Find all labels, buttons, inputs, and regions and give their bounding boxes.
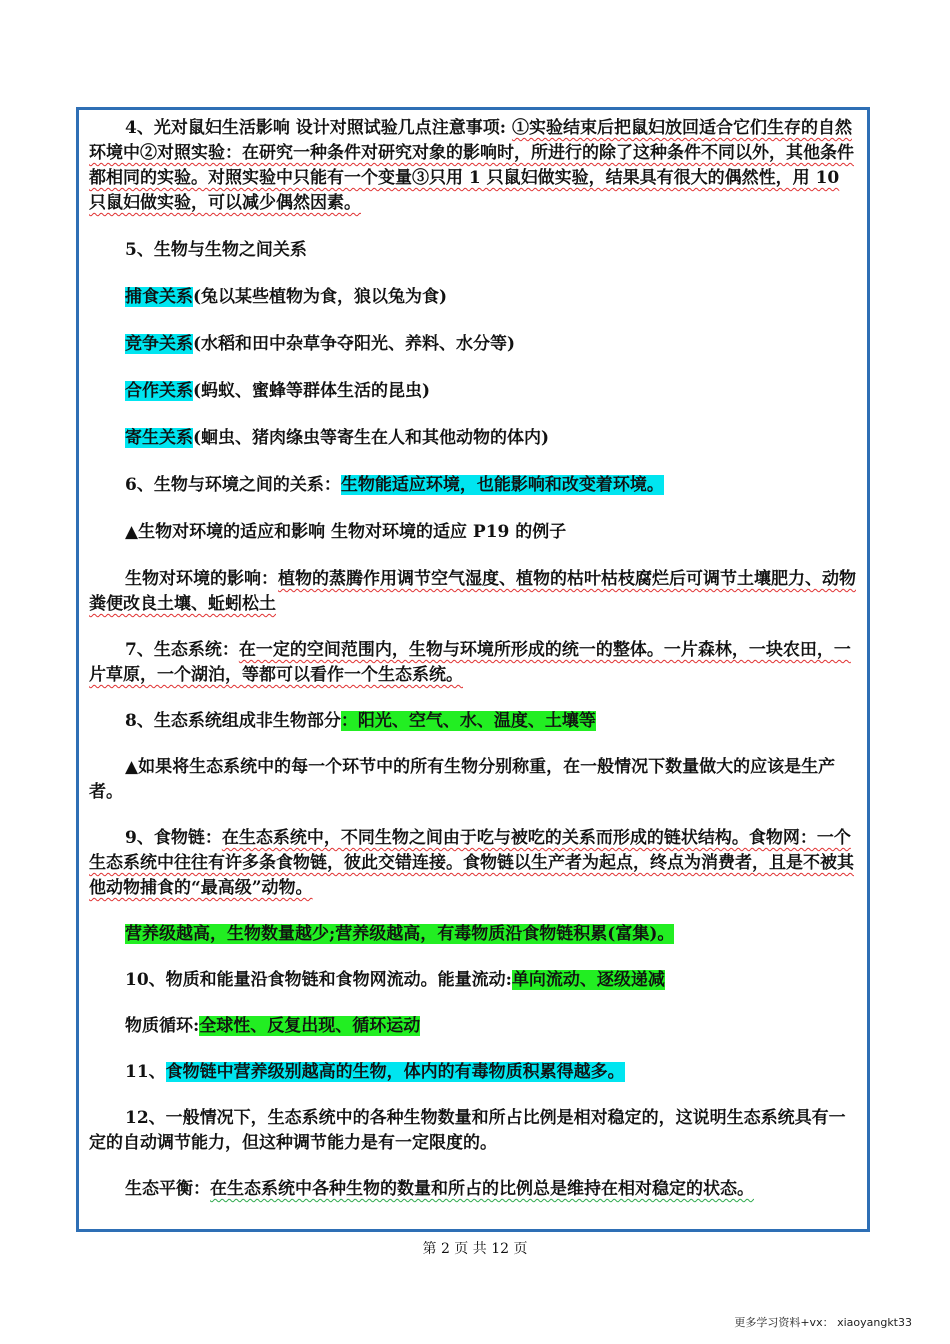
balance-heading: 生态平衡： xyxy=(125,1179,210,1199)
paragraph-7 xyxy=(89,638,857,688)
p4-body: ①实验结束后把鼠妇放回适合它们生存的自然环境中②对照实验：在研究一种条件对研究对象的影响时，所进行的除了这种条件不同以外，其他条件都相同的实验。对照实验中只能有一个变量③只用 1 只鼠妇做实验，结果具有很大的偶然性，用 10 只鼠妇做实验，可以减少偶然因素。 xyxy=(89,118,854,213)
page-content xyxy=(89,116,857,1202)
cycle-heading: 物质循环: xyxy=(125,1016,200,1036)
paragraph-5: 5、生物与生物之间关系 xyxy=(125,240,307,260)
p4-heading: 4、光对鼠妇生活影响 设计对照试验几点注意事项: xyxy=(125,118,512,138)
p11-heading: 11、 xyxy=(125,1062,166,1082)
trophic-highlight: 营养级越高，生物数量越少;营养级越高，有毒物质沿食物链积累(富集)。 xyxy=(125,924,675,944)
influence-heading: 生物对环境的影响： xyxy=(125,569,278,589)
paragraph-8 xyxy=(89,709,857,734)
relation-text: (兔以某些植物为食，狼以兔为食) xyxy=(193,287,448,307)
relation-parasitism xyxy=(89,426,857,451)
triangle-note-1: ▲生物对环境的适应和影响 生物对环境的适应 P19 的例子 xyxy=(125,522,567,542)
page-frame xyxy=(76,107,870,1232)
relation-label: 竞争关系 xyxy=(125,334,193,354)
p9-body: 在生态系统中，不同生物之间由于吃与被吃的关系而形成的链状结构。食物网：一个生态系统中往往有许多条食物链，彼此交错连接。食物链以生产者为起点，终点为消费者，且是不被其他动物捕食的“最高级”动物。 xyxy=(89,828,854,898)
p8-heading: 8、生态系统组成非生物部分 xyxy=(125,711,341,731)
p10-highlight: 单向流动、逐级递减 xyxy=(511,970,665,990)
cycle-paragraph xyxy=(89,1014,857,1039)
triangle-note-2: ▲如果将生态系统中的每一个环节中的所有生物分别称重，在一般情况下数量做大的应该是生产者。 xyxy=(89,757,836,802)
relation-text: (蛔虫、猪肉绦虫等寄生在人和其他动物的体内) xyxy=(193,428,550,448)
p6-heading: 6、生物与环境之间的关系： xyxy=(125,475,341,495)
paragraph-12: 12、一般情况下，生态系统中的各种生物数量和所占比例是相对稳定的，这说明生态系统具有一定的自动调节能力，但这种调节能力是有一定限度的。 xyxy=(89,1108,846,1153)
watermark-text: 更多学习资料+vx： xiaoyangkt33 xyxy=(734,1316,912,1329)
p9-heading: 9、食物链： xyxy=(125,828,222,848)
relation-competition xyxy=(89,332,857,357)
paragraph-9 xyxy=(89,826,857,901)
relation-label: 合作关系 xyxy=(125,381,193,401)
paragraph-10 xyxy=(89,968,857,993)
relation-text: (蚂蚁、蜜蜂等群体生活的昆虫) xyxy=(193,381,431,401)
trophic-paragraph xyxy=(89,922,857,947)
p7-body: 在一定的空间范围内，生物与环境所形成的统一的整体。一片森林，一块农田，一片草原，一个湖泊，等都可以看作一个生态系统。 xyxy=(89,640,851,685)
relation-text: (水稻和田中杂草争夺阳光、养料、水分等) xyxy=(193,334,516,354)
relation-label: 捕食关系 xyxy=(125,287,193,307)
relation-label: 寄生关系 xyxy=(125,428,193,448)
influence-paragraph xyxy=(89,567,857,617)
balance-body: 在生态系统中各种生物的数量和所占的比例总是维持在相对稳定的状态。 xyxy=(210,1179,754,1199)
relation-cooperation xyxy=(89,379,857,404)
balance-paragraph xyxy=(89,1177,857,1202)
paragraph-6 xyxy=(89,473,857,498)
p8-highlight: ：阳光、空气、水、温度、土壤等 xyxy=(340,711,596,731)
p7-heading: 7、生态系统： xyxy=(125,640,239,660)
influence-body: 植物的蒸腾作用调节空气湿度、植物的枯叶枯枝腐烂后可调节土壤肥力、动物粪便改良土壤、蚯蚓松土 xyxy=(89,569,856,614)
relation-predation xyxy=(89,285,857,310)
page-number-footer: 第 2 页 共 12 页 xyxy=(422,1241,528,1257)
p6-highlight: 生物能适应环境，也能影响和改变着环境。 xyxy=(340,475,664,495)
p10-heading: 10、物质和能量沿食物链和食物网流动。能量流动: xyxy=(125,970,512,990)
paragraph-4 xyxy=(89,116,857,216)
p11-highlight: 食物链中营养级别越高的生物，体内的有毒物质积累得越多。 xyxy=(165,1062,625,1082)
cycle-highlight: 全球性、反复出现、循环运动 xyxy=(199,1016,421,1036)
paragraph-11 xyxy=(89,1060,857,1085)
